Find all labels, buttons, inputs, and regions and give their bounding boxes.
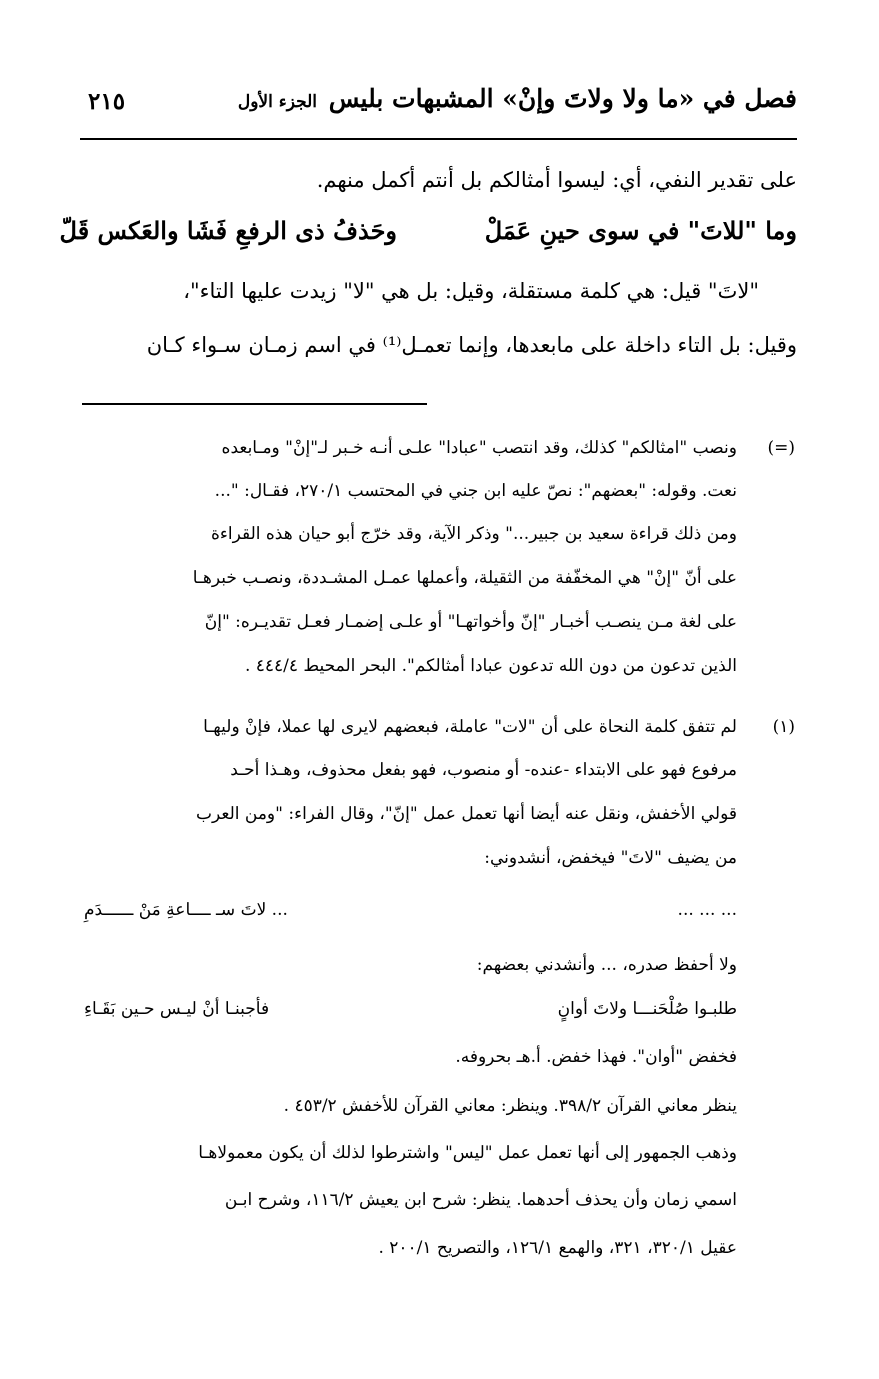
verse-hemistich-second: وحَذفُ ذى الرفعِ فَشَا والعَكس قَلّ [59,216,397,245]
footnote-line: ونصب "امثالكم" كذلك، وقد انتصب "عبادا" علـى أنـه خـبر لـ"إنْ" ومـابعده [221,438,737,458]
footnote-line: عقيل ٣٢٠/١، ٣٢١، والهمع ١٢٦/١، والتصريح ٢٠٠/١ . [378,1238,737,1258]
volume-label: الجزء الأول [237,92,317,112]
main-text-line: "لاتَ" قيل: هي كلمة مستقلة، وقيل: بل هي "لا" زيدت عليها التاء"، [183,279,759,303]
footnote-line: على أنّ "إنْ" هي المخفّفة من الثقيلة، وأعملها عمـل المشـددة، ونصـب خبرهـا [192,568,737,588]
footnote-line: ولا أحفظ صدره، ... وأنشدني بعضهم: [476,955,737,975]
footnote-line: فخفض "أوان". فهذا خفض. أ.هـ بحروفه. [455,1047,737,1067]
header-rule [80,138,797,140]
poem-verse [59,216,797,262]
footnote-line: على لغة مـن ينصـب أخبـار "إنّ وأخواتهـا" أو علـى إضمـار فعـل تقديـره: "إنّ [204,612,737,632]
footnote-line: من يضيف "لاتَ" فيخفض، أنشدوني: [484,848,737,868]
verse-first-half: طلبـوا صُلْحَنـــا ولاتَ أوانٍ [557,999,737,1019]
footnote-line: مرفوع فهو على الابتداء -عنده- أو منصوب، فهو بفعل محذوف، وهـذا أحـد [230,760,737,780]
footnote-marker-1: (١) [772,717,795,737]
quoted-verse [84,900,737,930]
running-head [80,84,797,130]
chapter-title: فصل في «ما ولا ولاتَ وإنْ» المشبهات بليس [328,84,797,113]
footnote-marker-continued: (=) [767,438,795,458]
footnote-line: الذين تدعون من دون الله تدعون عبادا أمثالكم". البحر المحيط ٤٤٤/٤ . [244,656,737,676]
footnote-line: قولي الأخفش، ونقل عنه أيضا أنها تعمل عمل "إنّ"، وقال الفراء: "ومن العرب [195,804,737,824]
footnote-line: اسمي زمان وأن يحذف أحدهما. ينظر: شرح ابن يعيش ١١٦/٢، وشرح ابـن [224,1190,737,1210]
quoted-verse [84,999,737,1029]
footnote-line: وذهب الجمهور إلى أنها تعمل عمل "ليس" واشترطوا لذلك أن يكون معمولاهـا [198,1143,737,1163]
main-text-line: على تقدير النفي، أي: ليسوا أمثالكم بل أنتم أكمل منهم. [316,168,797,192]
verse-second-half: ... لاتَ سـ ــــاعةِ مَنْ ــــــدَمِ [84,900,288,920]
verse-first-half: ... ... ... [677,900,737,920]
main-text-line: وقيل: بل التاء داخلة على مابعدها، وإنما تعمـل⁽¹⁾ في اسم زمـان سـواء كـان [146,333,797,357]
verse-second-half: فأجبنـا أنْ ليـس حـين بَقَـاءِ [84,999,270,1019]
footnote-line: نعت. وقوله: "بعضهم": نصّ عليه ابن جني في المحتسب ٢٧٠/١، فقـال: "... [214,481,737,501]
footnote-line: ينظر معاني القرآن ٣٩٨/٢. وينظر: معاني القرآن للأخفش ٤٥٣/٢ . [283,1096,737,1116]
page-number: ٢١٥ [88,88,126,115]
footnote-separator [82,403,427,405]
footnote-line: لم تتفق كلمة النحاة على أن "لات" عاملة، فبعضهم لايرى لها عملا، فإنْ وليهـا [203,717,737,737]
footnote-line: ومن ذلك قراءة سعيد بن جبير..." وذكر الآية، وقد خرّج أبو حيان هذه القراءة [210,524,737,544]
verse-hemistich-first: وما "للاتَ" في سوى حينِ عَمَلْ [484,216,797,245]
